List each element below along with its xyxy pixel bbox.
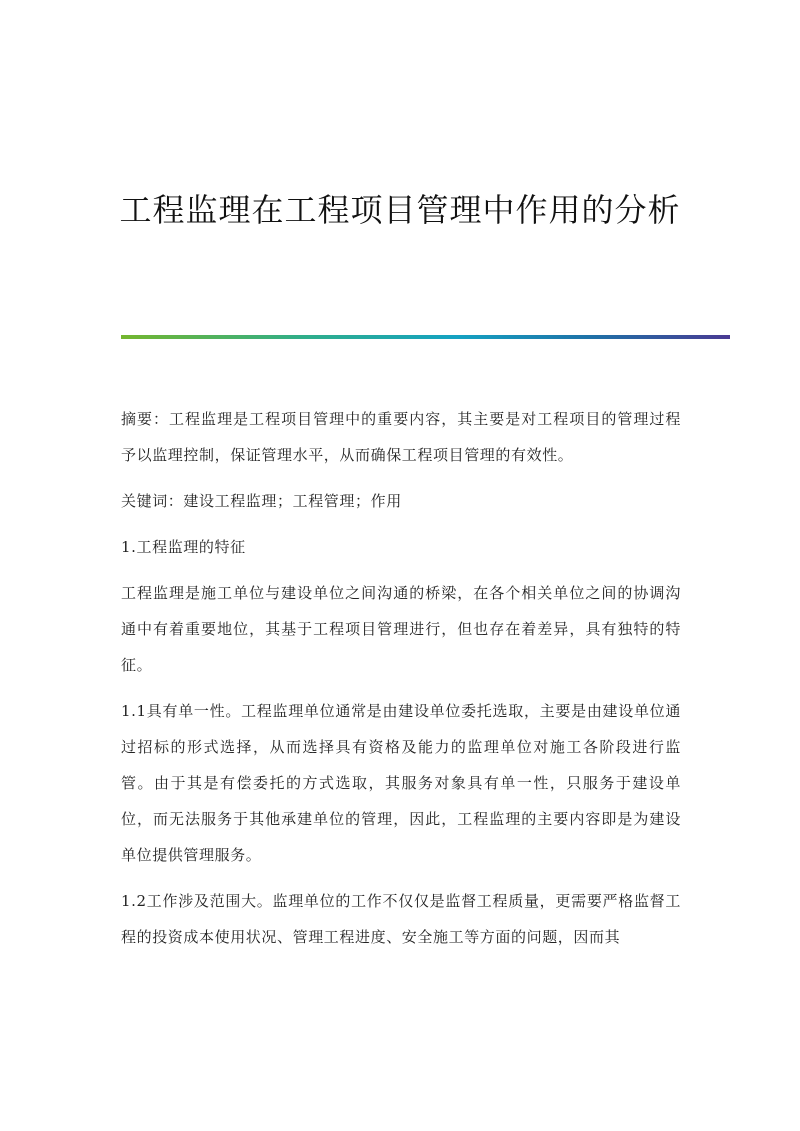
page-title: 工程监理在工程项目管理中作用的分析 <box>119 191 681 229</box>
subsection-1-1-paragraph: 1.1具有单一性。工程监理单位通常是由建设单位委托选取，主要是由建设单位通过招标的形式选择，从而选择具有资格及能力的监理单位对施工各阶段进行监管。由于其是有偿委托的方式选取，其服务对象具有单一性，只服务于建设单位，而无法服务于其他承建单位的管理，因此，工程监理的主要内容即是为建设单位提供管理服务。 <box>121 702 681 864</box>
keywords-paragraph: 关键词：建设工程监理；工程管理；作用 <box>121 492 402 510</box>
section-intro-paragraph: 工程监理是施工单位与建设单位之间沟通的桥梁，在各个相关单位之间的协调沟通中有着重要地位，其基于工程项目管理进行，但也存在着差异，具有独特的特征。 <box>121 584 681 674</box>
document-body <box>121 401 681 955</box>
section-heading: 1.工程监理的特征 <box>121 538 246 556</box>
abstract-paragraph: 摘要：工程监理是工程项目管理中的重要内容，其主要是对工程项目的管理过程予以监理控制，保证管理水平，从而确保工程项目管理的有效性。 <box>121 410 681 464</box>
title-divider <box>121 335 730 339</box>
subsection-1-2-paragraph: 1.2工作涉及范围大。监理单位的工作不仅仅是监督工程质量，更需要严格监督工程的投资成本使用状况、管理工程进度、安全施工等方面的问题，因而其 <box>121 892 681 946</box>
